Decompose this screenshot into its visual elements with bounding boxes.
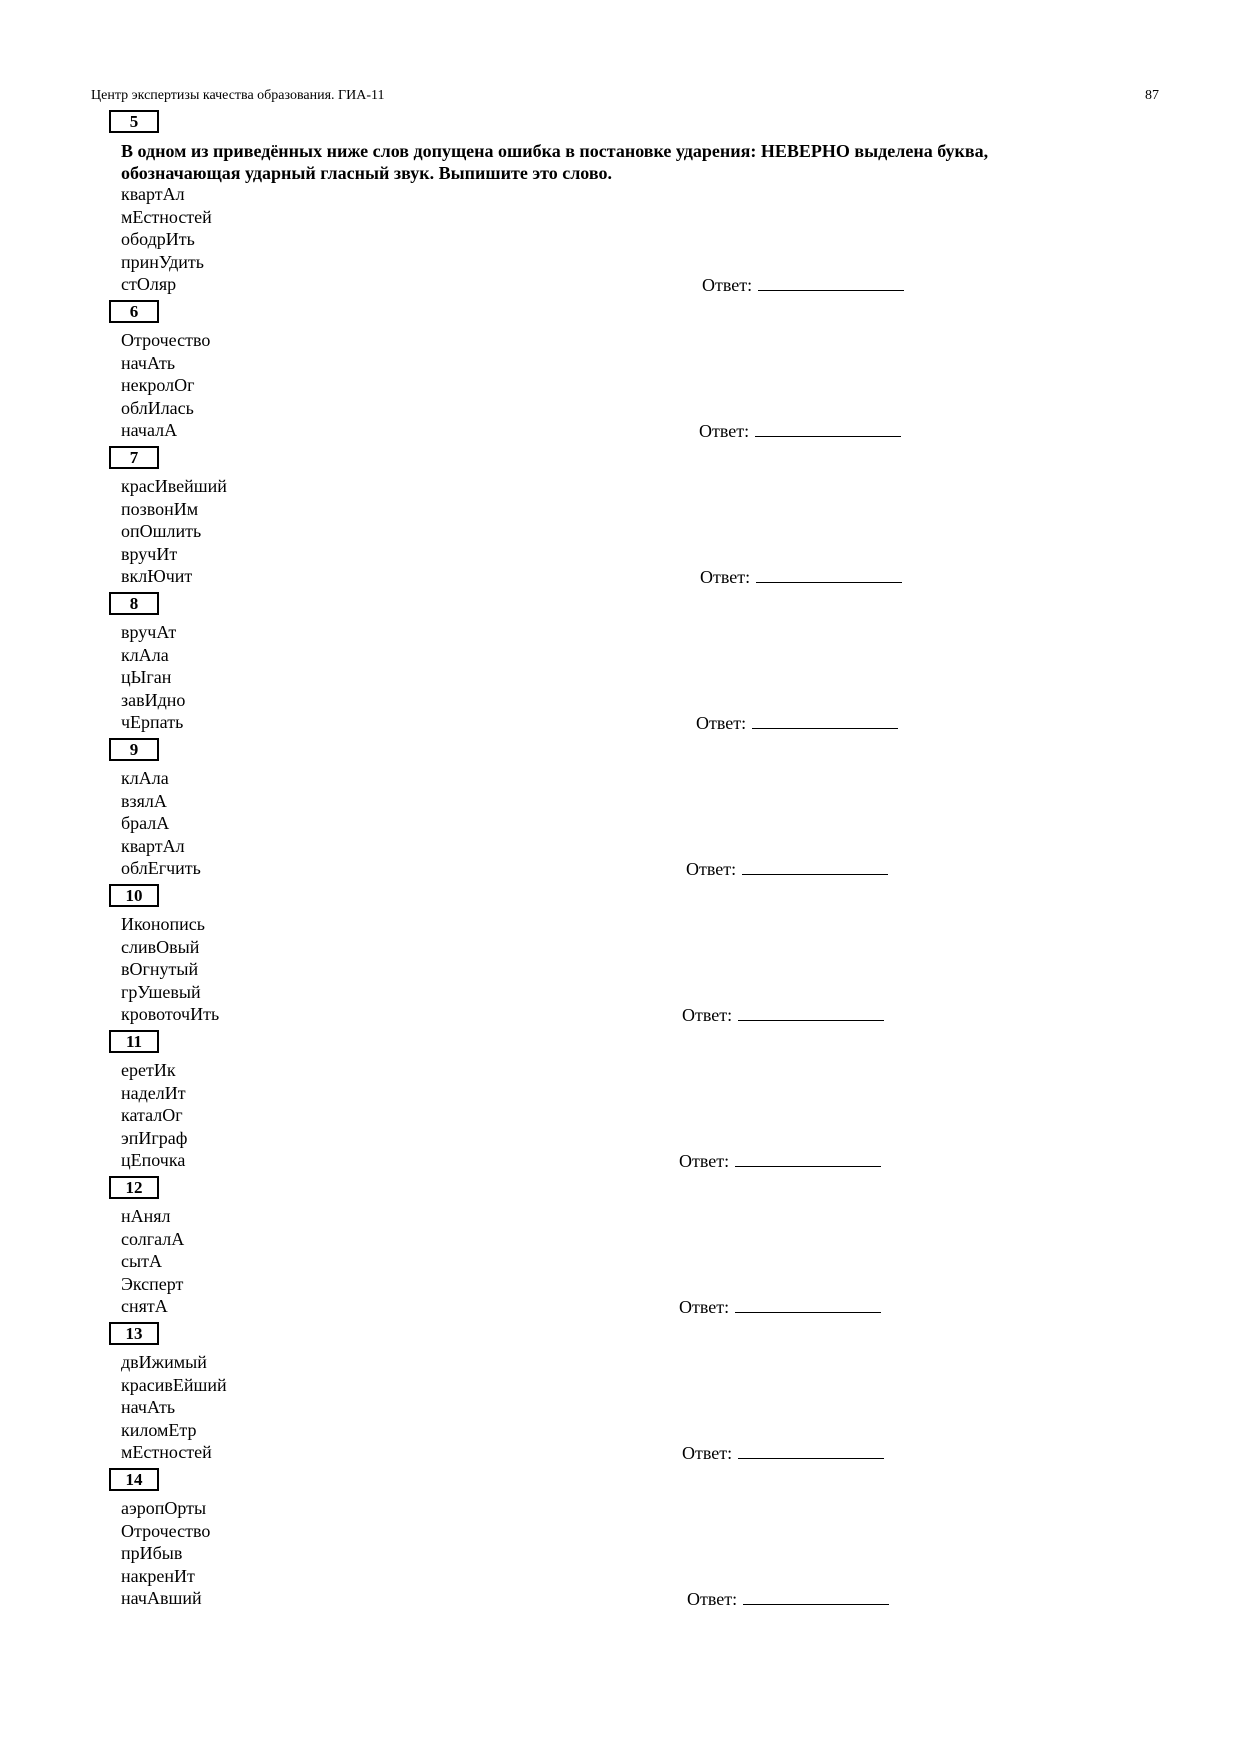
answer-blank[interactable] <box>752 711 898 729</box>
task-number: 9 <box>109 738 159 761</box>
word-option: мЕстностей <box>121 1442 212 1462</box>
word-list <box>121 1059 187 1172</box>
answer-blank[interactable] <box>738 1003 884 1021</box>
page-header <box>91 88 1159 108</box>
answer-blank[interactable] <box>738 1441 884 1459</box>
task-number: 6 <box>109 300 159 323</box>
word-option: завИдно <box>121 689 186 710</box>
word-option: принУдить <box>121 251 204 272</box>
word-option: Отрочество <box>121 330 211 350</box>
word-option: нАнял <box>121 1206 171 1226</box>
answer-blank[interactable] <box>742 857 888 875</box>
word-option: солгалА <box>121 1228 185 1249</box>
answer-label: Ответ: <box>679 1151 730 1171</box>
word-list <box>121 475 227 588</box>
word-list <box>121 913 219 1026</box>
word-option: облЕгчить <box>121 858 201 878</box>
answer-label: Ответ: <box>702 275 753 295</box>
word-option: облИлась <box>121 397 194 418</box>
word-option: вОгнутый <box>121 959 199 979</box>
word-option: опОшлить <box>121 521 202 541</box>
word-option: грУшевый <box>121 981 201 1002</box>
word-list <box>121 329 210 442</box>
answer-field[interactable] <box>700 565 902 588</box>
answer-label: Ответ: <box>682 1005 733 1025</box>
word-list <box>121 1497 210 1610</box>
word-option: клАла <box>121 768 169 788</box>
task-number: 11 <box>109 1030 159 1053</box>
answer-field[interactable] <box>696 711 898 734</box>
word-option: стОляр <box>121 274 177 294</box>
word-option: еретИк <box>121 1060 176 1080</box>
word-option: квартАл <box>121 835 185 856</box>
word-option: аэропОрты <box>121 1498 207 1518</box>
task-number: 8 <box>109 592 159 615</box>
word-option: цЕпочка <box>121 1150 186 1170</box>
answer-field[interactable] <box>682 1441 884 1464</box>
word-list <box>121 1205 184 1318</box>
answer-blank[interactable] <box>756 565 902 583</box>
header-title: Центр экспертизы качества образования. ГИА-11 <box>91 88 385 103</box>
task-number: 14 <box>109 1468 159 1491</box>
task-number: 5 <box>109 110 159 133</box>
answer-blank[interactable] <box>735 1295 881 1313</box>
answer-field[interactable] <box>687 1587 889 1610</box>
word-option: сливОвый <box>121 936 200 957</box>
answer-label: Ответ: <box>696 713 747 733</box>
answer-label: Ответ: <box>679 1297 730 1317</box>
answer-blank[interactable] <box>735 1149 881 1167</box>
word-option: чЕрпать <box>121 712 184 732</box>
answer-blank[interactable] <box>755 419 901 437</box>
answer-field[interactable] <box>679 1295 881 1318</box>
word-option: красивЕйший <box>121 1374 227 1395</box>
word-option: Отрочество <box>121 1520 211 1541</box>
word-list <box>121 621 185 734</box>
word-option: начАть <box>121 352 176 373</box>
word-list <box>121 1351 227 1464</box>
answer-label: Ответ: <box>682 1443 733 1463</box>
answer-label: Ответ: <box>699 421 750 441</box>
word-option: красИвейший <box>121 476 227 496</box>
page-number: 87 <box>1145 88 1159 103</box>
word-option: киломЕтр <box>121 1419 197 1440</box>
word-option: некролОг <box>121 375 195 395</box>
word-list <box>121 767 201 880</box>
task-number: 13 <box>109 1322 159 1345</box>
word-option: Иконопись <box>121 914 205 934</box>
answer-blank[interactable] <box>743 1587 889 1605</box>
word-option: цЫган <box>121 667 172 687</box>
answer-field[interactable] <box>702 273 904 296</box>
word-list <box>121 183 212 296</box>
task-number: 10 <box>109 884 159 907</box>
word-option: каталОг <box>121 1105 183 1125</box>
answer-field[interactable] <box>679 1149 881 1172</box>
word-option: Эксперт <box>121 1273 184 1294</box>
answer-label: Ответ: <box>687 1589 738 1609</box>
word-option: эпИграф <box>121 1127 188 1148</box>
word-option: начАть <box>121 1397 176 1417</box>
word-option: наделИт <box>121 1082 186 1103</box>
word-option: начАвший <box>121 1588 202 1608</box>
word-option: бралА <box>121 813 170 833</box>
word-option: прИбыв <box>121 1543 183 1563</box>
task-number: 7 <box>109 446 159 469</box>
word-option: вручИт <box>121 543 178 564</box>
word-option: клАла <box>121 644 169 665</box>
answer-field[interactable] <box>682 1003 884 1026</box>
word-option: мЕстностей <box>121 206 212 227</box>
word-option: взялА <box>121 790 167 811</box>
word-option: кровоточИть <box>121 1004 220 1024</box>
word-option: снятА <box>121 1296 168 1316</box>
answer-label: Ответ: <box>686 859 737 879</box>
task-number: 12 <box>109 1176 159 1199</box>
task-instruction: В одном из приведённых ниже слов допущена ошибка в постановке ударения: НЕВЕРНО выделена буква, обозначающая ударный гласный звук. Выпишите это слово. <box>121 141 989 183</box>
word-option: ободрИть <box>121 229 195 249</box>
word-option: сытА <box>121 1251 162 1271</box>
word-option: двИжимый <box>121 1352 207 1372</box>
answer-label: Ответ: <box>700 567 751 587</box>
word-option: началА <box>121 420 178 440</box>
answer-field[interactable] <box>699 419 901 442</box>
answer-blank[interactable] <box>758 273 904 291</box>
word-option: вклЮчит <box>121 566 193 586</box>
word-option: вручАт <box>121 622 177 642</box>
word-option: позвонИм <box>121 498 199 519</box>
word-option: накренИт <box>121 1565 195 1586</box>
answer-field[interactable] <box>686 857 888 880</box>
word-option: квартАл <box>121 184 185 204</box>
